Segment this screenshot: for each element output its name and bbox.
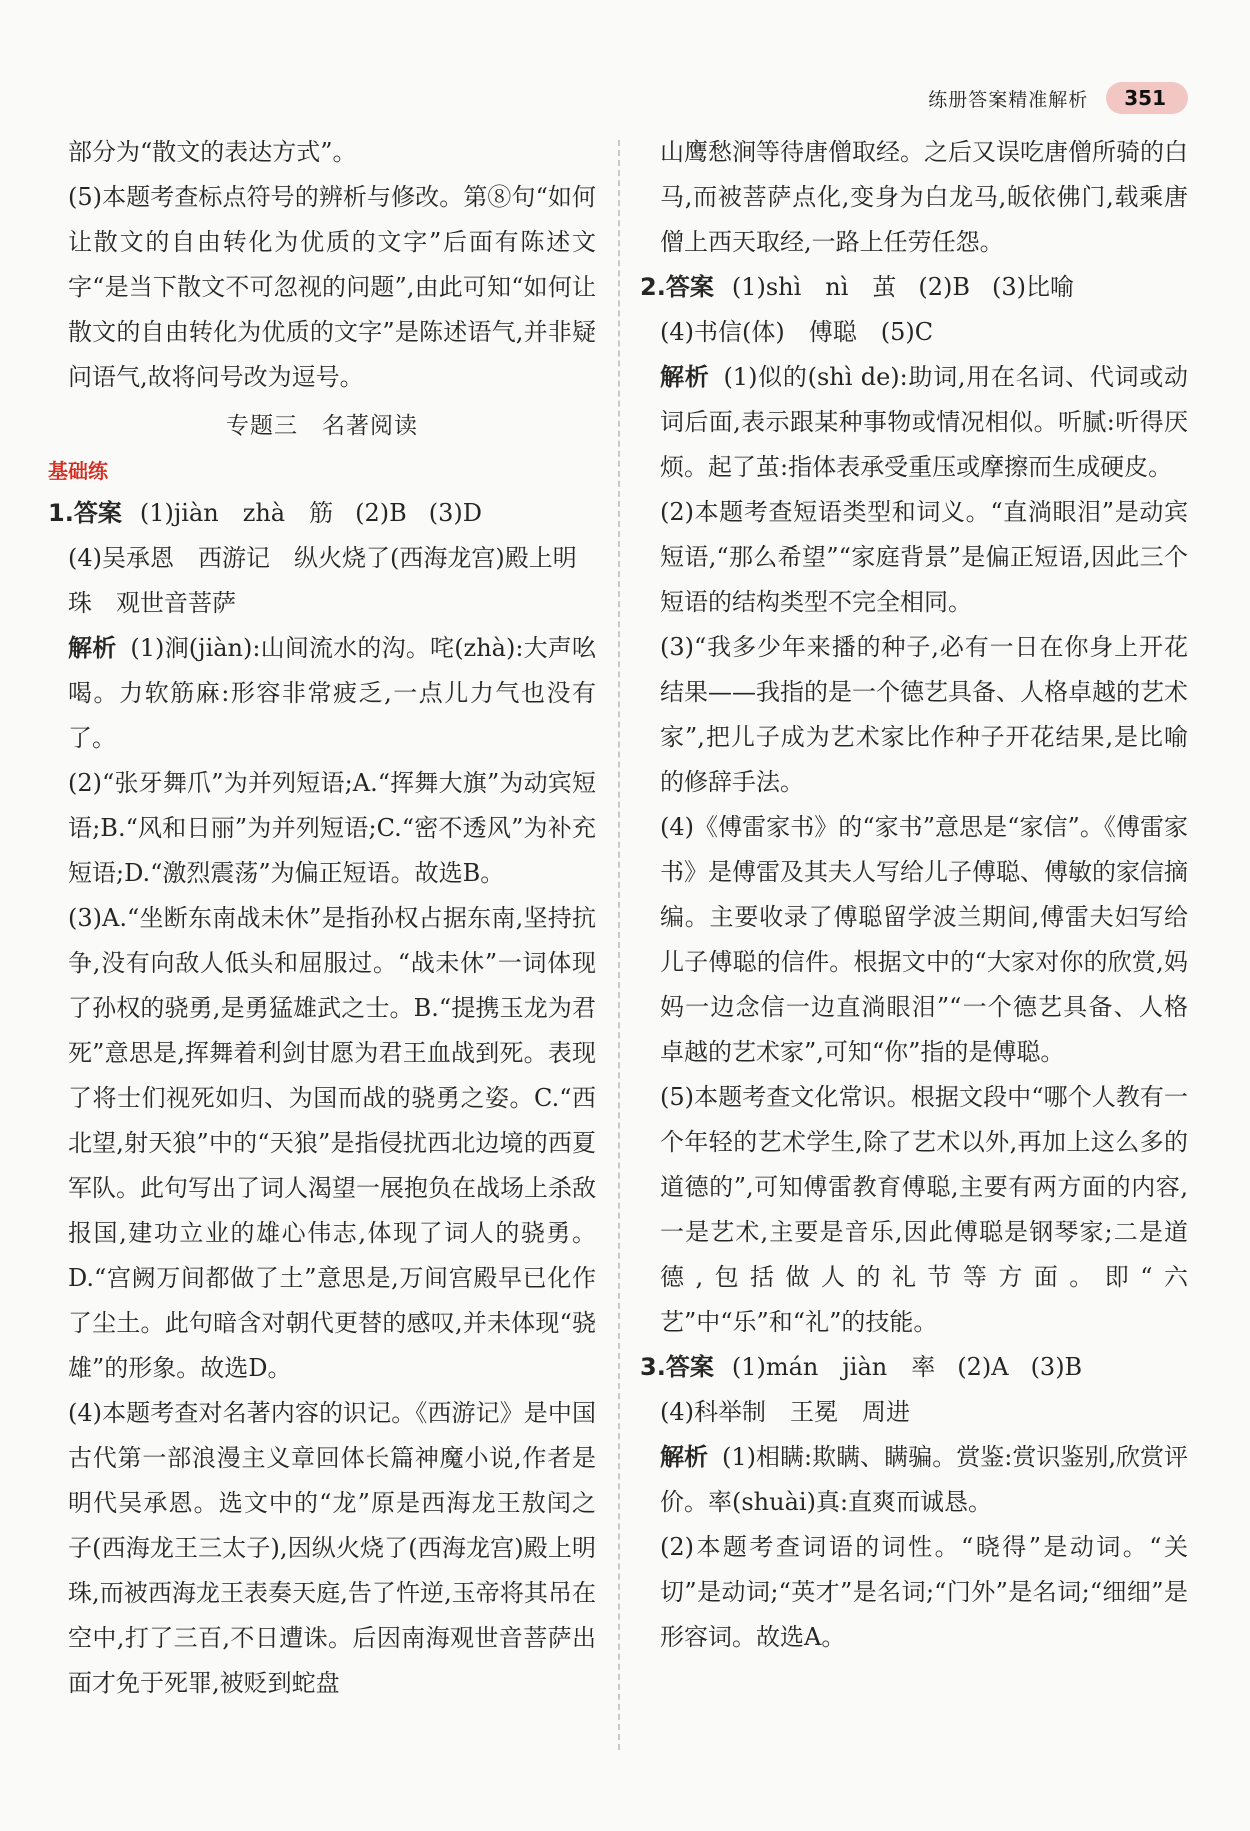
q2-explain-1	[640, 355, 1188, 490]
q3-explain-2: (2)本题考查词语的词性。“晓得”是动词。“关切”是动词;“英才”是名词;“门外”是名词;“细细”是形容词。故选A。	[660, 1533, 1188, 1651]
q1-number: 1.	[48, 499, 74, 527]
q1-answer-line	[48, 491, 596, 536]
basic-practice-tag: 基础练	[48, 459, 108, 483]
q3-explain-1	[640, 1435, 1188, 1525]
q1-explain-label: 解析	[68, 634, 117, 662]
q3-answer-1: (1)mán jiàn 率	[731, 1353, 936, 1381]
q3-answer-label: 答案	[665, 1353, 714, 1381]
q2-answer-label: 答案	[665, 273, 714, 301]
q1-explain-1	[48, 626, 596, 761]
header-title: 练册答案精准解析	[928, 88, 1089, 111]
q1-continuation: 山鹰愁涧等待唐僧取经。之后又误吃唐僧所骑的白马,而被菩萨点化,变身为白龙马,皈依佛门,载乘唐僧上西天取经,一路上任劳任怨。	[660, 138, 1188, 256]
q2-explain-2: (2)本题考查短语类型和词义。“直淌眼泪”是动宾短语,“那么希望”“家庭背景”是偏正短语,因此三个短语的结构类型不完全相同。	[660, 498, 1188, 616]
q2-answer-1: (1)shì nì 茧	[731, 273, 897, 301]
q3-answer-line	[640, 1345, 1188, 1390]
q2-answer-5: (5)C	[880, 318, 934, 346]
intro-line-0: 部分为“散文的表达方式”。	[68, 138, 357, 166]
q1-explain-text-1: (1)涧(jiàn):山间流水的沟。咤(zhà):大声吆喝。力软筋麻:形容非常疲乏,一点儿力气也没有了。	[68, 634, 596, 752]
q1-explain-3: (3)A.“坐断东南战未休”是指孙权占据东南,坚持抗争,没有向敌人低头和屈服过。“战未休”一词体现了孙权的骁勇,是勇猛雄武之士。B.“提携玉龙为君死”意思是,挥舞着利剑甘愿为君王血战到死。表现了将士们视死如归、为国而战的骁勇之姿。C.“西北望,射天狼”中的“天狼”是指侵扰西北边境的西夏军队。此句写出了词人渴望一展抱负在战场上杀敌报国,建功立业的雄心伟志,体现了词人的骁勇。D.“宫阙万间都做了土”意思是,万间宫殿早已化作了尘土。此句暗含对朝代更替的感叹,并未体现“骁雄”的形象。故选D。	[68, 904, 596, 1382]
q2-explain-label: 解析	[660, 363, 710, 391]
q3-answer-2: (2)A	[957, 1353, 1009, 1381]
q2-answer-2: (2)B	[918, 273, 971, 301]
right-column	[640, 130, 1188, 1660]
left-column	[48, 130, 596, 1706]
q1-answer-3: (3)D	[428, 499, 483, 527]
column-divider	[618, 140, 620, 1750]
q2-explain-3: (3)“我多少年来播的种子,必有一日在你身上开花结果——我指的是一个德艺具备、人格卓越的艺术家”,把儿子成为艺术家比作种子开花结果,是比喻的修辞手法。	[660, 633, 1188, 796]
q1-answer-2: (2)B	[355, 499, 407, 527]
q3-answer-4: (4)科举制 王冕 周进	[660, 1398, 910, 1426]
section-title: 专题三 名著阅读	[226, 413, 418, 439]
intro-line-1: (5)本题考查标点符号的辨析与修改。第⑧句“如何让散文的自由转化为优质的文字”后面有陈述文字“是当下散文不可忽视的问题”,由此可知“如何让散文的自由转化为优质的文字”是陈述语气,并非疑问语气,故将问号改为逗号。	[68, 183, 596, 391]
q2-explain-4: (4)《傅雷家书》的“家书”意思是“家信”。《傅雷家书》是傅雷及其夫人写给儿子傅聪、傅敏的家信摘编。主要收录了傅聪留学波兰期间,傅雷夫妇写给儿子傅聪的信件。根据文中的“大家对你的欣赏,妈妈一边念信一边直淌眼泪”“一个德艺具备、人格卓越的艺术家”,可知“你”指的是傅聪。	[660, 813, 1188, 1066]
q2-explain-5: (5)本题考查文化常识。根据文段中“哪个人教有一个年轻的艺术学生,除了艺术以外,再加上这么多的道德的”,可知傅雷教育傅聪,主要有两方面的内容,一是艺术,主要是音乐,因此傅聪是钢琴家;二是道德,包括做人的礼节等方面。即“六艺”中“乐”和“礼”的技能。	[660, 1083, 1188, 1336]
q2-answer-line	[640, 265, 1188, 310]
q3-explain-text-1: (1)相瞒:欺瞒、瞒骗。赏鉴:赏识鉴别,欣赏评价。率(shuài)真:直爽而诚恳。	[660, 1443, 1189, 1516]
q2-answer-4: (4)书信(体) 傅聪	[660, 318, 857, 346]
q1-answer-label: 答案	[73, 499, 122, 527]
page-number: 351	[1106, 82, 1188, 114]
q2-number: 2.	[640, 273, 666, 301]
q1-answer-4: (4)吴承恩 西游记 纵火烧了(西海龙宫)殿上明珠 观世音菩萨	[68, 544, 577, 617]
q3-explain-label: 解析	[660, 1443, 709, 1471]
q1-answer-1: (1)jiàn zhà 筋	[139, 499, 334, 527]
page-header	[928, 82, 1188, 114]
q1-explain-4: (4)本题考查对名著内容的识记。《西游记》是中国古代第一部浪漫主义章回体长篇神魔小说,作者是明代吴承恩。选文中的“龙”原是西海龙王敖闰之子(西海龙王三太子),因纵火烧了(西海龙宫)殿上明珠,而被西海龙王表奏天庭,告了忤逆,玉帝将其吊在空中,打了三百,不日遭诛。后因南海观世音菩萨出面才免于死罪,被贬到蛇盘	[68, 1399, 596, 1697]
q3-answer-3: (3)B	[1030, 1353, 1083, 1381]
q2-answer-3: (3)比喻	[992, 273, 1075, 301]
q1-explain-2: (2)“张牙舞爪”为并列短语;A.“挥舞大旗”为动宾短语;B.“风和日丽”为并列短语;C.“密不透风”为补充短语;D.“激烈震荡”为偏正短语。故选B。	[68, 769, 596, 887]
q2-answer-line-2	[640, 310, 1188, 355]
q2-explain-text-1: (1)似的(shì de):助词,用在名词、代词或动词后面,表示跟某种事物或情况相似。听腻:听得厌烦。起了茧:指体表承受重压或摩擦而生成硬皮。	[660, 363, 1188, 481]
q3-number: 3.	[640, 1353, 666, 1381]
